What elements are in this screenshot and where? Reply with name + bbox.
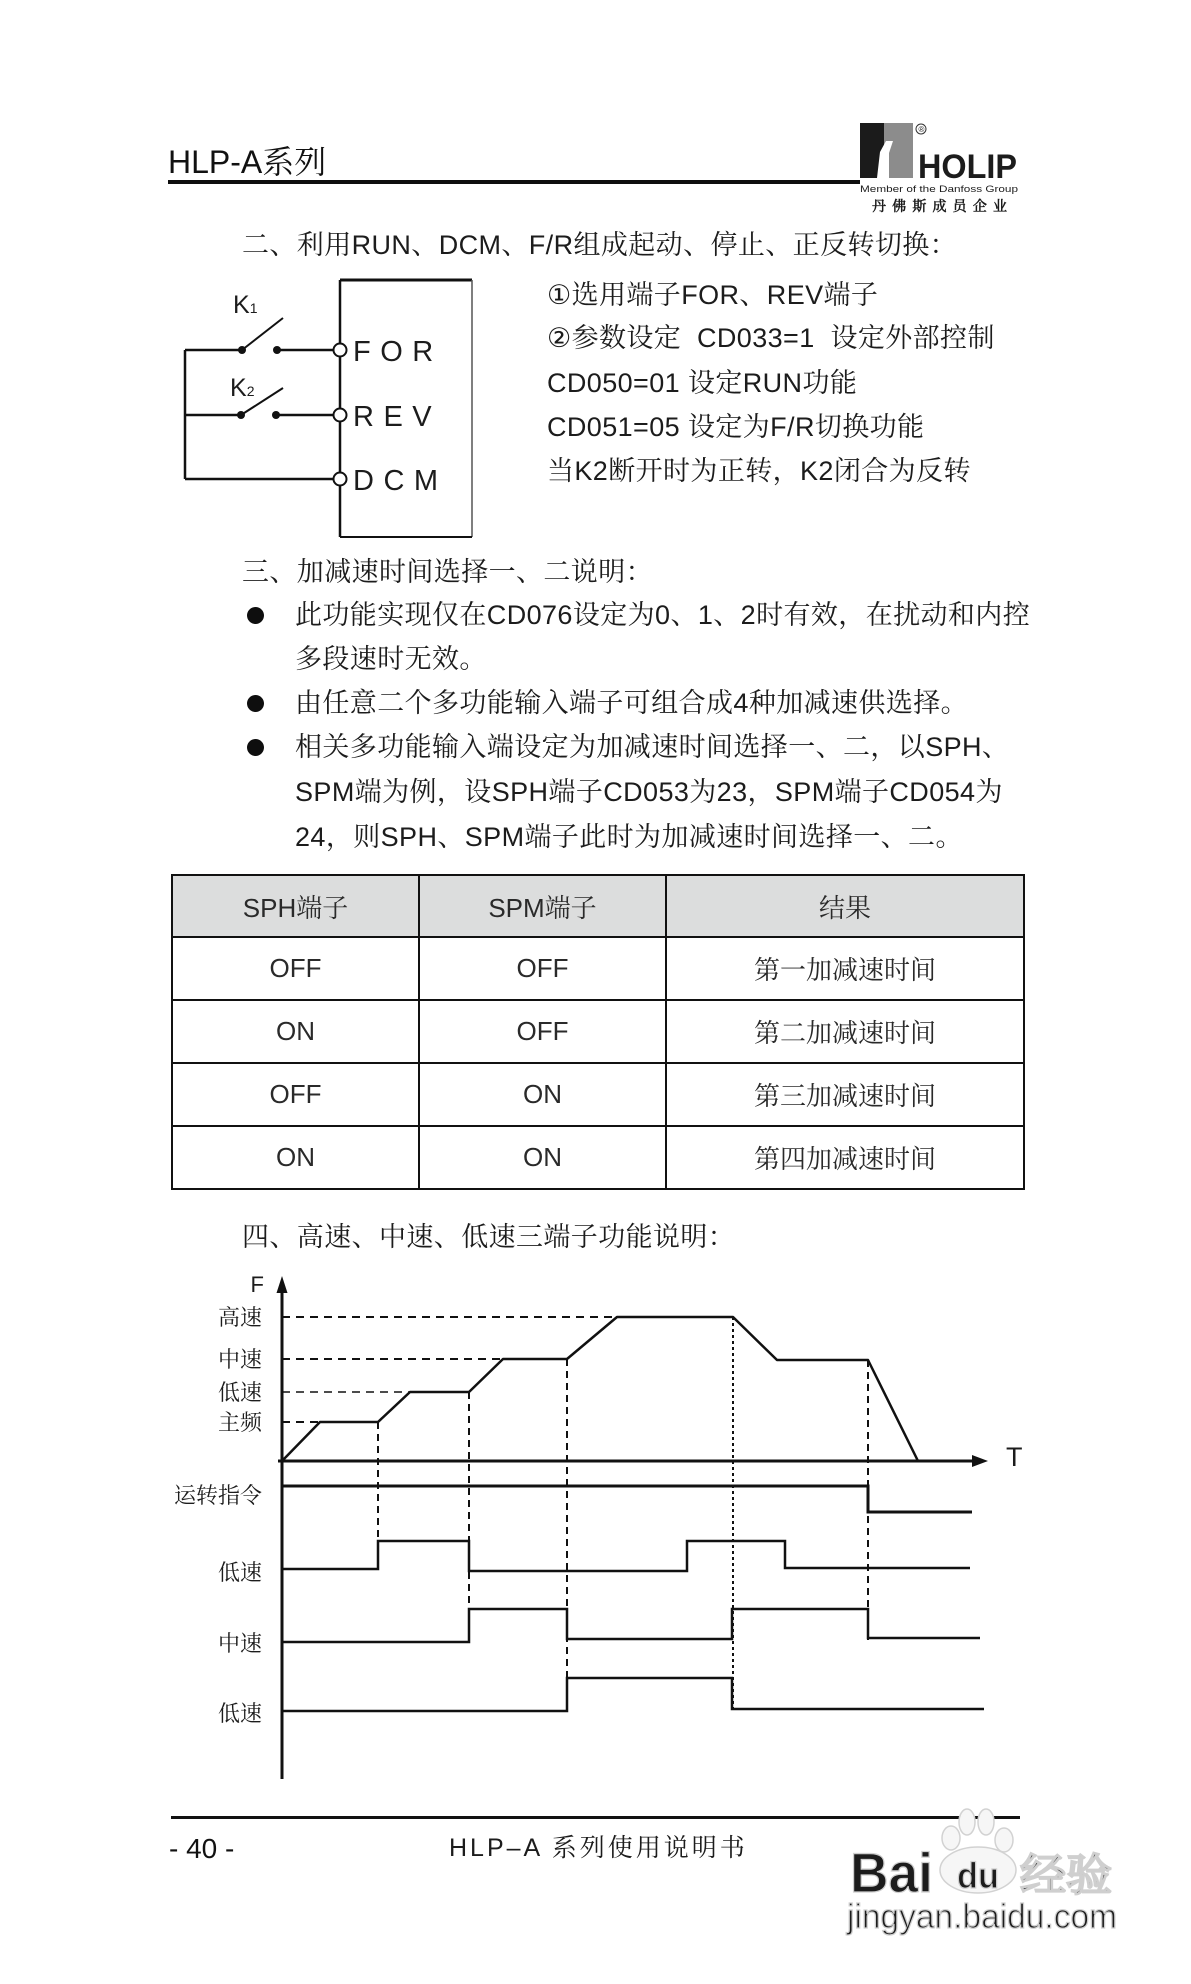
terminal-rev-label: REV: [353, 401, 442, 433]
x-axis-arrow-icon: [972, 1455, 988, 1467]
cell-sph: OFF: [172, 937, 419, 1000]
k2-contact-dot: [272, 411, 280, 419]
terminal-for-icon: [334, 344, 347, 357]
table-row: [172, 1000, 1024, 1063]
switch-k2-letter: K: [230, 374, 247, 402]
k1-contact-dot: [273, 346, 281, 354]
bullet-icon: [247, 739, 264, 756]
column-header-result: 结果: [666, 875, 1024, 937]
paw-toe-icon: [942, 1826, 960, 1850]
watermark-text-bai: Bai: [850, 1841, 933, 1904]
header-rule: [168, 180, 860, 184]
timing-diagram: [160, 1265, 1040, 1795]
switch-k2-label: [230, 374, 255, 402]
column-header-sph: SPH端子: [172, 875, 419, 937]
cell-sph: OFF: [172, 1063, 419, 1126]
cell-spm: ON: [419, 1126, 666, 1189]
switch-k1-sub: 1: [249, 300, 258, 316]
k1-switch-lever: [242, 318, 283, 350]
terminal-for-label: FOR: [353, 336, 443, 368]
y-axis-label: F: [250, 1272, 264, 1297]
logo-brand: HOLIP: [918, 148, 1017, 186]
cell-result: 第一加减速时间: [666, 937, 1024, 1000]
bullet-text: 相关多功能输入端设定为加减速时间选择一、二，以SPH、: [295, 732, 1010, 762]
mid-speed-waveform: [282, 1609, 980, 1642]
terminal-dcm-icon: [334, 473, 347, 486]
bullet-text: 此功能实现仅在CD076设定为0、1、2时有效，在扰动和内控: [295, 600, 1031, 630]
level-label-high: 高速: [217, 1305, 262, 1330]
paw-toe-icon: [959, 1809, 975, 1835]
paw-toe-icon: [995, 1828, 1013, 1852]
header-title: HLP-A系列: [168, 144, 327, 180]
table-row: [172, 1063, 1024, 1126]
signal-label-mid: 中速: [217, 1631, 262, 1656]
signal-label-low-1: 低速: [217, 1560, 262, 1585]
footer-doc-title: HLP–A 系列使用说明书: [449, 1834, 748, 1862]
cell-spm: OFF: [419, 1000, 666, 1063]
level-label-main: 主频: [217, 1410, 262, 1435]
bullet-icon: [247, 607, 264, 624]
bullet-icon: [247, 695, 264, 712]
watermark-url: jingyan.baidu.com: [846, 1898, 1117, 1936]
cell-result: 第三加减速时间: [666, 1063, 1024, 1126]
section3-heading: 三、加减速时间选择一、二说明：: [242, 557, 653, 587]
run-command-waveform: [282, 1486, 972, 1512]
note-line: 当K2断开时为正转，K2闭合为反转: [547, 456, 971, 486]
bullet-text: SPM端为例，设SPH端子CD053为23，SPM端子CD054为: [295, 777, 1003, 807]
bullet-text: 多段速时无效。: [295, 644, 487, 674]
baidu-jingyan-watermark: [840, 1800, 1130, 1940]
note-line: CD050=01 设定RUN功能: [547, 368, 858, 398]
page-number: - 40 -: [169, 1833, 235, 1864]
switch-k2-sub: 2: [246, 383, 255, 399]
table-header-row: [172, 875, 1024, 937]
k2-contact-dot: [237, 411, 245, 419]
terminal-rev-icon: [334, 409, 347, 422]
bullet-text: 由任意二个多功能输入端子可组合成4种加减速供选择。: [295, 688, 969, 718]
registered-mark: ®: [918, 125, 925, 134]
bullet-text: 24，则SPH、SPM端子此时为加减速时间选择一、二。: [295, 822, 963, 852]
note-line: ①选用端子FOR、REV端子: [547, 280, 879, 310]
logo-tagline-en: Member of the Danfoss Group: [860, 184, 1018, 195]
y-axis-arrow-icon: [277, 1276, 288, 1293]
cell-sph: ON: [172, 1000, 419, 1063]
section4-heading: 四、高速、中速、低速三端子功能说明：: [242, 1222, 736, 1252]
switch-k1-label: [233, 291, 258, 319]
table-row: [172, 1126, 1024, 1189]
cell-spm: OFF: [419, 937, 666, 1000]
k1-contact-dot: [238, 346, 246, 354]
cell-spm: ON: [419, 1063, 666, 1126]
wiring-diagram: [170, 270, 490, 550]
column-header-spm: SPM端子: [419, 875, 666, 937]
note-line: CD051=05 设定为F/R切换功能: [547, 412, 925, 442]
table-row: [172, 937, 1024, 1000]
note-line: ②参数设定 CD033=1 设定外部控制: [547, 323, 995, 353]
cell-result: 第四加减速时间: [666, 1126, 1024, 1189]
watermark-text-jingyan: 经验: [1020, 1851, 1112, 1900]
accel-decel-table: [171, 874, 1025, 1190]
watermark-text-du: du: [957, 1855, 999, 1896]
level-label-low: 低速: [217, 1380, 262, 1405]
low-speed-2-waveform: [282, 1678, 984, 1711]
switch-k1-letter: K: [233, 291, 250, 319]
low-speed-1-waveform: [282, 1541, 970, 1571]
section2-heading: 二、利用RUN、DCM、F/R组成起动、停止、正反转切换：: [242, 230, 958, 260]
paw-toe-icon: [978, 1809, 994, 1835]
holip-logo: [855, 118, 1025, 218]
logo-tagline-cn: 丹佛斯成员企业: [872, 198, 1007, 214]
level-label-mid: 中速: [217, 1347, 262, 1372]
signal-label-low-2: 低速: [217, 1701, 262, 1726]
cell-sph: ON: [172, 1126, 419, 1189]
terminal-dcm-label: DCM: [353, 465, 448, 497]
signal-label-run: 运转指令: [173, 1483, 262, 1508]
x-axis-label: T: [1006, 1442, 1023, 1472]
cell-result: 第二加减速时间: [666, 1000, 1024, 1063]
